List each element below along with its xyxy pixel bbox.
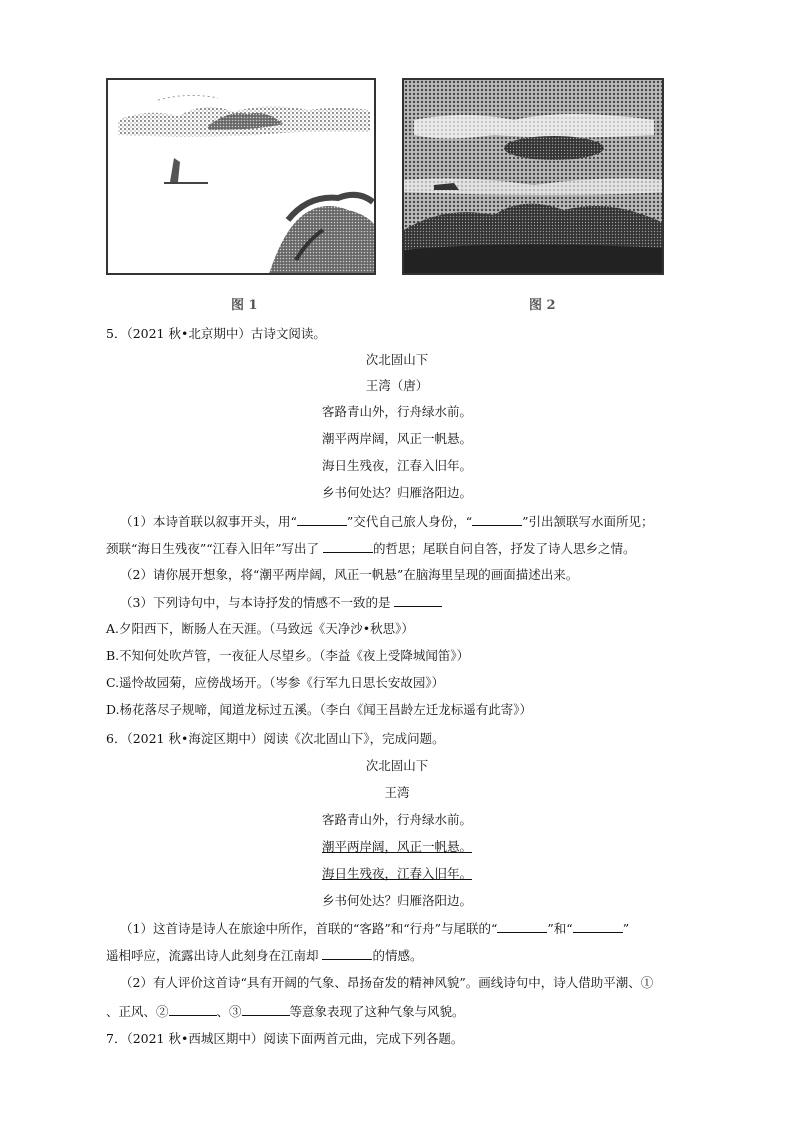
figure-1-drawing (108, 80, 376, 275)
q6-s1-text-c: ” (622, 921, 630, 936)
q5-option-d: D.杨花落尽子规啼，闻道龙标过五溪。（李白《闻王昌龄左迁龙标遥有此寄》） (106, 702, 533, 717)
q5-s1-text-e: 的哲思；尾联自问自答，抒发了诗人思乡之情。 (373, 541, 636, 556)
q6-poem-line: 客路青山外，行舟绿水前。 (321, 812, 472, 827)
q6-poem-line-underlined: 海日生残夜，江春入旧年。 (321, 866, 472, 881)
q5-poem-line: 海日生残夜，江春入旧年。 (321, 458, 472, 473)
q6-poem-author: 王湾 (384, 785, 410, 800)
q6-subquestion-1 (120, 920, 629, 937)
q7-header: 7．（2021 秋•西城区期中）阅读下面两首元曲，完成下列各题。 (106, 1031, 464, 1046)
q5-poem-line: 乡书何处达？归雁洛阳边。 (321, 485, 472, 500)
figure-1-landscape (106, 78, 376, 275)
answer-blank[interactable] (497, 920, 547, 933)
q5-subquestion-2: （2）请你展开想象，将“潮平两岸阔，风正一帆悬”在脑海里呈现的画面描述出来。 (120, 567, 579, 582)
q5-poem-author: 王湾（唐） (365, 378, 429, 393)
q5-poem-line: 潮平两岸阔，风正一帆悬。 (321, 431, 472, 446)
q5-poem-title: 次北固山下 (365, 352, 429, 367)
q6-poem-title: 次北固山下 (365, 758, 429, 773)
figure-1-caption: 图 1 (231, 298, 258, 313)
answer-blank[interactable] (394, 594, 442, 607)
figure-2-drawing (404, 80, 664, 275)
q6-s1-text-e: 的情感。 (372, 948, 423, 963)
q5-subquestion-1-cont (106, 540, 636, 557)
answer-blank[interactable] (472, 513, 522, 526)
figure-2-caption: 图 2 (529, 298, 556, 313)
q5-option-b: B.不知何处吹芦管，一夜征人尽望乡。（李益《夜上受降城闻笛》） (106, 648, 470, 663)
answer-blank[interactable] (573, 920, 623, 933)
q5-option-a: A.夕阳西下，断肠人在天涯。（马致远《天净沙•秋思》） (106, 621, 414, 636)
q6-subquestion-2: （2）有人评价这首诗“具有开阔的气象、昂扬奋发的精神风貌”。画线诗句中，诗人借助平潮、① (120, 975, 654, 990)
q6-s2-text-d: 等意象表现了这种气象与风貌。 (289, 1004, 465, 1019)
answer-blank[interactable] (323, 540, 373, 553)
q5-option-c: C.遥怜故园菊，应傍战场开。（岑参《行军九日思长安故园》） (106, 675, 445, 690)
figure-2-landscape (402, 78, 664, 275)
q6-s2-text-c: 、③ (216, 1004, 242, 1019)
q6-s2-text-b: 、正风、② (106, 1004, 169, 1019)
q5-subquestion-1 (120, 513, 654, 530)
q5-subquestion-3 (120, 594, 442, 611)
answer-blank[interactable] (322, 947, 372, 960)
answer-blank[interactable] (169, 1003, 217, 1016)
q5-poem-line: 客路青山外，行舟绿水前。 (321, 404, 472, 419)
q6-subquestion-2-cont (106, 1003, 465, 1020)
q5-s1-text-c: ”引出颔联写水面所见； (522, 514, 654, 529)
q5-header: 5．（2021 秋•北京期中）古诗文阅读。 (106, 326, 326, 341)
q5-s3-text: （3）下列诗句中，与本诗抒发的情感不一致的是 (120, 595, 395, 610)
answer-blank[interactable] (242, 1003, 290, 1016)
q6-header: 6．（2021 秋•海淀区期中）阅读《次北固山下》，完成问题。 (106, 731, 445, 746)
q5-s1-text-b: ”交代自己旅人身份，“ (346, 514, 473, 529)
q5-s1-text-a: （1）本诗首联以叙事开头，用“ (120, 514, 297, 529)
q6-s1-text-b: ”和“ (547, 921, 573, 936)
q6-subquestion-1-cont (106, 947, 423, 964)
q5-s1-text-d: 颈联“海日生残夜”“江春入旧年”写出了 (106, 541, 324, 556)
q6-poem-line-underlined: 潮平两岸阔，风正一帆悬。 (321, 839, 472, 854)
q6-poem-line: 乡书何处达？归雁洛阳边。 (321, 893, 472, 908)
q6-s1-text-d: 遥相呼应，流露出诗人此刻身在江南却 (106, 948, 323, 963)
answer-blank[interactable] (297, 513, 347, 526)
q6-s1-text-a: （1）这首诗是诗人在旅途中所作，首联的“客路”和“行舟”与尾联的“ (120, 921, 498, 936)
